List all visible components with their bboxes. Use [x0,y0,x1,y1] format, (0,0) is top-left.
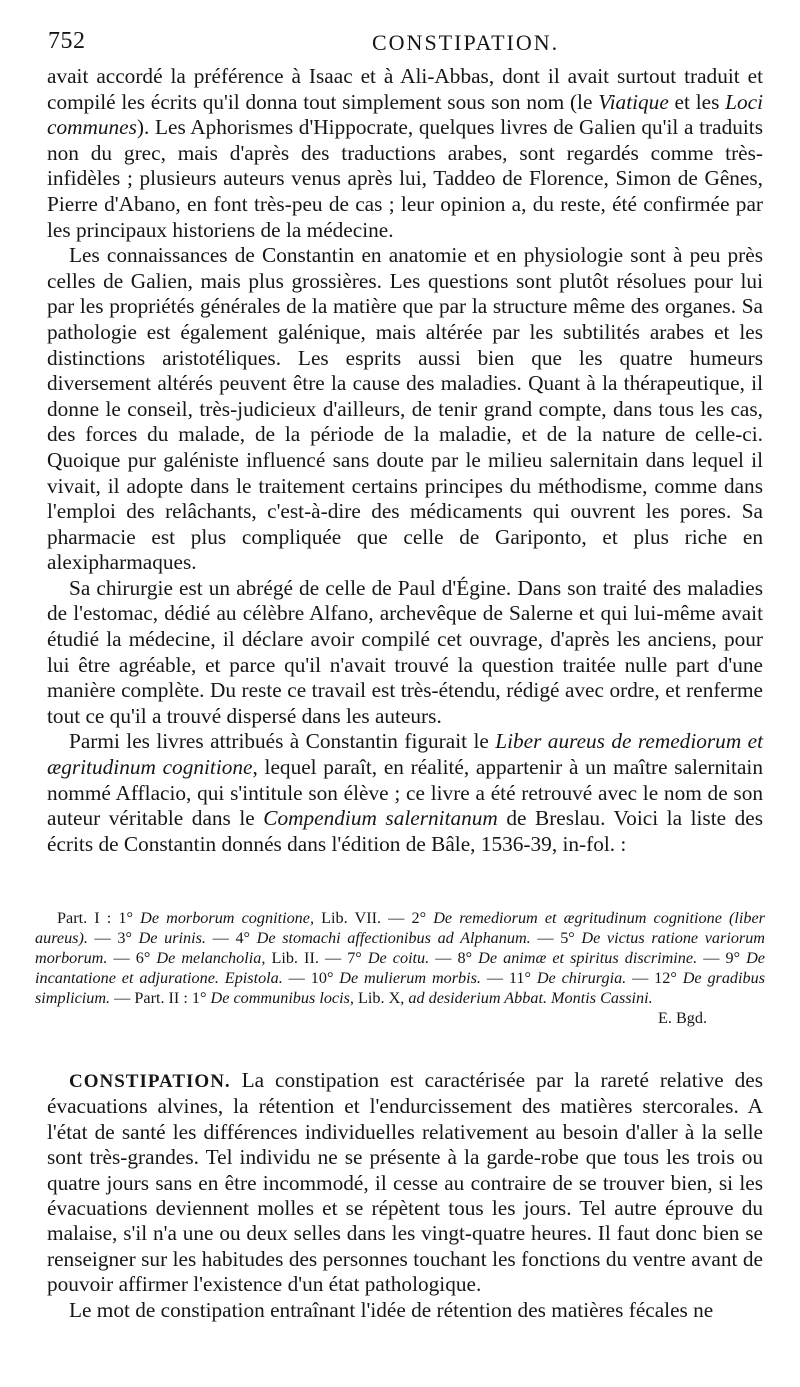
work-title: De melancholia, [156,949,266,967]
work-title: De communibus locis, [210,989,354,1007]
part-label: Part. I : [57,909,119,927]
article-body [47,64,763,857]
work-title: De morborum cognitione, [140,909,314,927]
text-run: — [530,929,561,947]
item-number: 10° [310,969,340,987]
work-title: De victus ratione variorum morborum. [35,929,765,967]
work-title: ad desiderium Abbat. Montis Cassini. [408,989,653,1007]
bibliography-list [35,908,765,1028]
text-run: , lequel paraît, en réalité, appartenir à un maître salernitain nommé Afflacio, qui s'intitule son élève ; ce livre a été retrouvé avec le nom de son auteur véritable dans le [47,755,763,831]
paragraph-anatomy: Les connaissances de Constantin en anatomie et en physiologie sont à peu près celles de Galien, mais plus grossières. Les questions sont plutôt résolues pour lui par les propriétés générales de la matière que par la structure même des organes. Sa pathologie est également galénique, mais altérée par les subtilités arabes et les distinctions aristotéliques. Les esprits aussi bien que les quatre humeurs diversement altérés peuvent être la cause des maladies. Quant à la thérapeutique, il donne le conseil, très-judicieux d'ailleurs, de tenir grand compte, dans tous les cas, des forces du malade, de la période de la maladie, et de la nature de celle-ci. Quoique pur galéniste influencé sans doute par le milieu salernitain dans lequel il vivait, il adopte dans le traitement certains principes du méthodisme, comme dans l'emploi des relâchants, c'est-à-dire des médicaments qui ouvrent les pores. Sa pharmacie est plus compliquée que celle de Gariponto, et plus riche en alexipharmaques. [47,243,763,575]
entry-headword: CONSTIPATION. [69,1071,231,1092]
text-run: La constipation est caractérisée par la rareté relative des évacuations alvines, la rétention et l'endurcissement des matières stercorales. A l'état de santé les différences individuelles relativement au besoin d'aller à la selle sont très-grandes. Tel individu ne se présente à la garde-robe que tous les trois ou quatre jours sans en être incommodé, il cesse au contraire de se trouver bien, si les évacuations deviennent molles et se répètent tous les jours. Tel autre éprouve du malaise, s'il n'a une ou deux selles dans les vingt-quatre heures. Il faut donc bien se renseigner sur les habitudes des personnes touchant les fonctions du ventre avant de pouvoir affirmer l'existence d'un état pathologique. [47,1068,763,1297]
entry-paragraph-definition [47,1068,763,1298]
item-number: 7° [347,949,368,967]
works-list [35,908,766,1027]
dictionary-entry [47,1068,763,1323]
page-number: 752 [48,28,86,54]
text-run: de Breslau. Voici la liste des écrits de Constantin donnés dans l'édition de Bâle, 1536-39, in-fol. : [47,806,763,856]
text-run: Lib. X, [353,989,409,1007]
work-title: De mulierum morbis. [339,969,481,987]
item-number: 5° [560,929,582,947]
text-run: avait accordé la préférence à Isaac et à Ali-Abbas, dont il avait surtout traduit et compilé les écrits qu'il donna tout simplement sous son nom (le [47,64,763,114]
text-run: — [697,949,726,967]
text-run: — [429,949,458,967]
text-run: Lib. II. — [265,949,348,967]
text-run: — [282,969,311,987]
work-title: De remediorum et ægritudinum cognitione (liber aureus). [35,909,765,947]
text-run: ). Les Aphorismes d'Hippocrate, quelques livres de Galien qu'il a traduits non du grec, mais d'après des traductions arabes, sont regardés comme très-infidèles ; plusieurs auteurs venus après lui, Taddeo de Florence, Simon de Gênes, Pierre d'Abano, en font très-peu de cas ; leur opinion a, du reste, été confirmée par les principaux historiens de la médecine. [47,115,763,242]
item-number: 6° [135,949,157,967]
work-title: De chirurgia. [536,969,627,987]
text-run: — [205,929,236,947]
paragraph-surgery: Sa chirurgie est un abrégé de celle de Paul d'Égine. Dans son traité des maladies de l'estomac, dédié au célèbre Alfano, archevêque de Salerne et qui lui-même avait étudié la médecine, il déclare avoir compilé cet ouvrage, d'après les anciens, pour lui être agréable, et parce qu'il n'avait trouvé la question traitée nulle part d'une manière complète. Du reste ce travail est très-étendu, rédigé avec ordre, et renferme tout ce qu'il a trouvé dispersé dans les auteurs. [47,575,763,728]
work-title: De animæ et spiritus discrimine. [478,949,698,967]
work-title: De urinis. [138,929,206,947]
text-run: et les [668,89,726,114]
text-run: — [626,969,655,987]
text-run: — [87,929,118,947]
running-title: CONSTIPATION. [372,30,560,55]
text-run: Parmi les livres attribués à Constantin figurait le [69,729,496,754]
item-number: 9° [725,949,747,967]
page-header [48,26,762,58]
title-loci-communes: Loci communes [47,89,764,140]
text-run: — [480,969,509,987]
title-liber-aureus: Liber aureus de remediorum et ægritudinum cognitione [47,729,763,780]
item-number: 2° [411,909,434,927]
item-number: 8° [457,949,479,967]
item-number: 11° [508,969,537,987]
paragraph-translations [47,64,763,243]
work-title: De gradibus simplicium. [35,969,766,1007]
title-compendium: Compendium salernitanum [263,806,498,831]
item-number: 12° [654,969,683,987]
part-label: — Part. II : [110,989,192,1007]
paragraph-liber-aureus [47,729,763,857]
work-title: De coitu. [367,949,430,967]
item-number: 4° [235,929,257,947]
text-run: — [107,949,136,967]
item-number: 1° [191,989,211,1007]
item-number: 3° [117,929,139,947]
text-run: Lib. VII. — [314,909,412,927]
title-viatique: Viatique [598,89,669,114]
item-number: 1° [118,909,141,927]
work-title: De stomachi affectionibus ad Alphanum. [256,929,531,947]
author-signature: E. Bgd. [657,1009,707,1027]
entry-paragraph-continuation: Le mot de constipation entraînant l'idée de rétention des matières fécales ne [69,1297,714,1322]
work-title: De incantatione et adjuratione. Epistola. [35,949,765,987]
